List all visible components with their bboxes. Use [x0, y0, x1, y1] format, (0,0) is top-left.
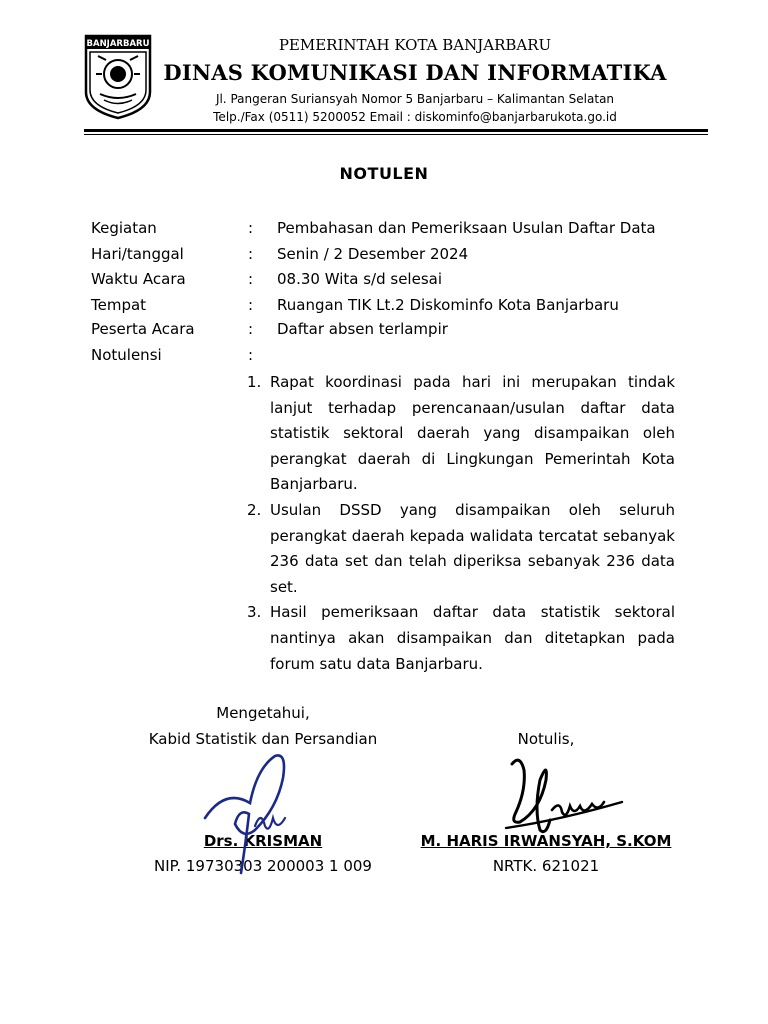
- info-label: Waktu Acara: [91, 270, 186, 288]
- signature-left-id: NIP. 19730303 200003 1 009: [154, 857, 372, 875]
- logo-text: BANJARBARU: [86, 39, 150, 49]
- info-row-hari-tanggal: [91, 245, 691, 269]
- agency-address: Jl. Pangeran Suriansyah Nomor 5 Banjarbaru – Kalimantan Selatan: [215, 92, 615, 106]
- government-name: PEMERINTAH KOTA BANJARBARU: [278, 36, 552, 54]
- info-label: Tempat: [91, 296, 147, 314]
- info-row-notulensi: [91, 346, 691, 370]
- info-colon: :: [248, 245, 254, 263]
- signature-right-role: Notulis,: [517, 730, 575, 748]
- city-logo: [84, 34, 152, 120]
- list-item-number: 3.: [247, 603, 262, 622]
- info-colon: :: [248, 320, 254, 338]
- list-item: [247, 600, 675, 677]
- signature-right-mark: [500, 750, 630, 840]
- list-item: [247, 498, 675, 600]
- letterhead-divider: [84, 129, 708, 132]
- agency-name: DINAS KOMUNIKASI DAN INFORMATIKA: [163, 60, 667, 85]
- city-emblem-icon: [84, 34, 152, 120]
- letterhead-divider-thin: [84, 134, 708, 135]
- info-row-waktu: [91, 270, 691, 294]
- agency-contact: Telp./Fax (0511) 5200052 Email : diskominfo@banjarbarukota.go.id: [213, 110, 617, 124]
- info-label: Peserta Acara: [91, 320, 195, 338]
- signature-left-acknowledge: Mengetahui,: [216, 704, 310, 722]
- info-value: Ruangan TIK Lt.2 Diskominfo Kota Banjarbaru: [277, 296, 619, 314]
- info-value: Senin / 2 Desember 2024: [277, 245, 469, 263]
- list-item: [247, 370, 675, 498]
- info-value: 08.30 Wita s/d selesai: [277, 270, 442, 288]
- info-row-peserta: [91, 320, 691, 344]
- info-row-tempat: [91, 296, 691, 320]
- signature-right-id: NRTK. 621021: [492, 857, 600, 875]
- info-row-kegiatan: [91, 219, 691, 243]
- list-item-number: 2.: [247, 500, 262, 519]
- list-item-number: 1.: [247, 373, 262, 391]
- signature-left-position: Kabid Statistik dan Persandian: [148, 730, 378, 748]
- info-colon: :: [248, 219, 254, 237]
- list-item-text: Usulan DSSD yang disampaikan oleh seluruh perangkat daerah kepada walidata tercatat sebanyak 236 data set dan telah diperiksa sebanyak 236 data set.: [270, 500, 675, 596]
- list-item-text: Rapat koordinasi pada hari ini merupakan tindak lanjut terhadap perencanaan/usulan daftar data statistik sektoral daerah yang disampaikan oleh perangkat daerah di Lingkungan Pemerintah Kota Banjarbaru.: [270, 373, 675, 494]
- info-value: Daftar absen terlampir: [277, 320, 448, 338]
- info-label: Notulensi: [91, 346, 162, 364]
- info-label: Hari/tanggal: [91, 245, 184, 263]
- info-label: Kegiatan: [91, 219, 157, 237]
- info-colon: :: [248, 270, 254, 288]
- document-title: NOTULEN: [339, 164, 429, 183]
- info-value: Pembahasan dan Pemeriksaan Usulan Daftar Data: [277, 219, 656, 237]
- signature-right-name: M. HARIS IRWANSYAH, S.KOM: [420, 832, 672, 850]
- signature-left-name: Drs. KRISMAN: [203, 832, 323, 850]
- notulensi-list: [247, 370, 675, 677]
- info-colon: :: [248, 346, 254, 364]
- signature-left-mark: [195, 748, 305, 878]
- list-item-text: Hasil pemeriksaan daftar data statistik sektoral nantinya akan disampaikan dan ditetapkan pada forum satu data Banjarbaru.: [270, 603, 675, 673]
- info-colon: :: [248, 296, 254, 314]
